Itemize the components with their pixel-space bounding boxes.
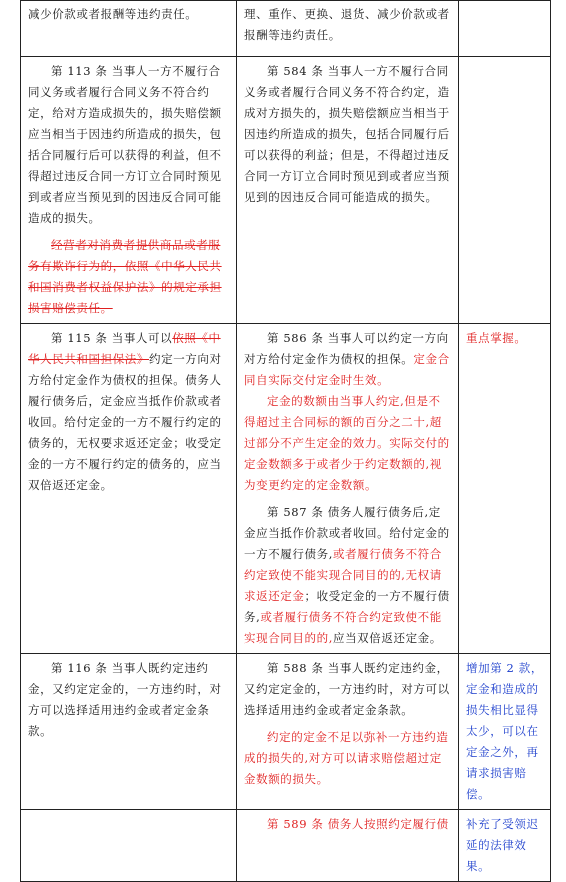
note-text: 补充了受领迟延的法律效果。 [466, 817, 539, 873]
old-clause-text: 第 116 条 当事人既约定违约金，又约定定金的，一方违约时，对方可以选择适用违约金或者定金条款。 [28, 661, 222, 738]
table-row [21, 810, 551, 882]
deleted-clause-text: 经营者对消费者提供商品或者服务有欺诈行为的，依照《中华人民共和国消费者权益保护法》的规定承担损害赔偿责任。 [28, 238, 222, 315]
new-clause-cell [237, 324, 459, 654]
old-clause-start: 第 115 条 当事人可以 [51, 331, 173, 345]
new-clause-cell [237, 810, 459, 882]
clause-587-text [244, 502, 452, 649]
table-row [21, 1, 551, 57]
new-clause-text: 第 589 条 债务人按照约定履行债 [267, 817, 449, 831]
old-clause-cell [21, 324, 237, 654]
old-clause-cell [21, 57, 237, 324]
deleted-phrase: 依照《中华人民共和国担保法》 [28, 331, 221, 366]
note-text: 重点掌握。 [466, 331, 527, 345]
clause-587-mid: ；收受定金的一方不履行债务, [244, 589, 450, 624]
new-clause-cell [237, 1, 459, 57]
table-row [21, 57, 551, 324]
old-clause-cell [21, 810, 237, 882]
clause-586-text: 第 586 条 当事人可以约定一方向对方给付定金作为债权的担保。 [244, 331, 449, 366]
old-clause-text [28, 328, 230, 496]
added-sentence: 定金合同自实际交付定金时生效。 [244, 352, 450, 387]
added-phrase: 或者履行债务不符合约定致使不能实现合同目的的,无权请求返还定金 [244, 547, 442, 603]
table-row [21, 654, 551, 810]
new-clause-text: 第 584 条 当事人一方不履行合同义务或者履行合同义务不符合约定，造成对方损失的，损失赔偿额应当相当于因违约所造成的损失，包括合同履行后可以获得的利益；但是，不得超过违反合同一方订立合同时预见到或者应当预见到的因违反合同可能造成的损失。 [244, 64, 450, 204]
added-paragraph: 约定的定金不足以弥补一方违约造成的损失的,对方可以请求赔偿超过定金数额的损失。 [244, 730, 449, 786]
added-paragraph: 定金的数额由当事人约定,但是不得超过主合同标的额的百分之二十,超过部分不产生定金的效力。实际交付的定金数额多于或者少于约定数额的,视为变更约定的定金数额。 [244, 394, 450, 492]
new-clause-cell [237, 654, 459, 810]
note-cell [459, 654, 551, 810]
note-text: 增加第 2 款，定金和造成的损失相比显得太少，可以在定金之外，再请求损害赔偿。 [466, 661, 543, 801]
new-clause-cell [237, 57, 459, 324]
comparison-table [20, 0, 551, 882]
note-cell [459, 324, 551, 654]
note-cell [459, 1, 551, 57]
table-row [21, 324, 551, 654]
new-clause-text: 第 588 条 当事人既约定违约金，又约定定金的，一方违约时，对方可以选择适用违约金或者定金条款。 [244, 661, 450, 717]
old-clause-cell [21, 1, 237, 57]
note-cell [459, 57, 551, 324]
old-clause-rest: 约定一方向对方给付定金作为债权的担保。债务人履行债务后，定金应当抵作价款或者收回。给付定金的一方不履行约定的债务的，无权要求返还定金；收受定金的一方不履行约定的债务的，应当双倍返还定金。 [28, 352, 222, 492]
old-clause-text: 减少价款或者报酬等违约责任。 [28, 7, 198, 21]
clause-587-end: 应当双倍返还定金。 [332, 631, 442, 645]
clause-587-start: 第 587 条 债务人履行债务后,定金应当抵作价款或者收回。给付定金的一方不履行债务, [244, 505, 450, 561]
note-cell [459, 810, 551, 882]
old-clause-cell [21, 654, 237, 810]
old-clause-text: 第 113 条 当事人一方不履行合同义务或者履行合同义务不符合约定，给对方造成损失的，损失赔偿额应当相当于因违约所造成的损失，包括合同履行后可以获得的利益，但不得超过违反合同一方订立合同时预见到或者应当预见到的因违反合同可能造成的损失。 [28, 64, 222, 225]
new-clause-text [244, 328, 452, 391]
added-phrase: 或者履行债务不符合约定致使不能实现合同目的的, [244, 610, 442, 645]
new-clause-text: 理、重作、更换、退货、减少价款或者报酬等违约责任。 [244, 7, 450, 42]
